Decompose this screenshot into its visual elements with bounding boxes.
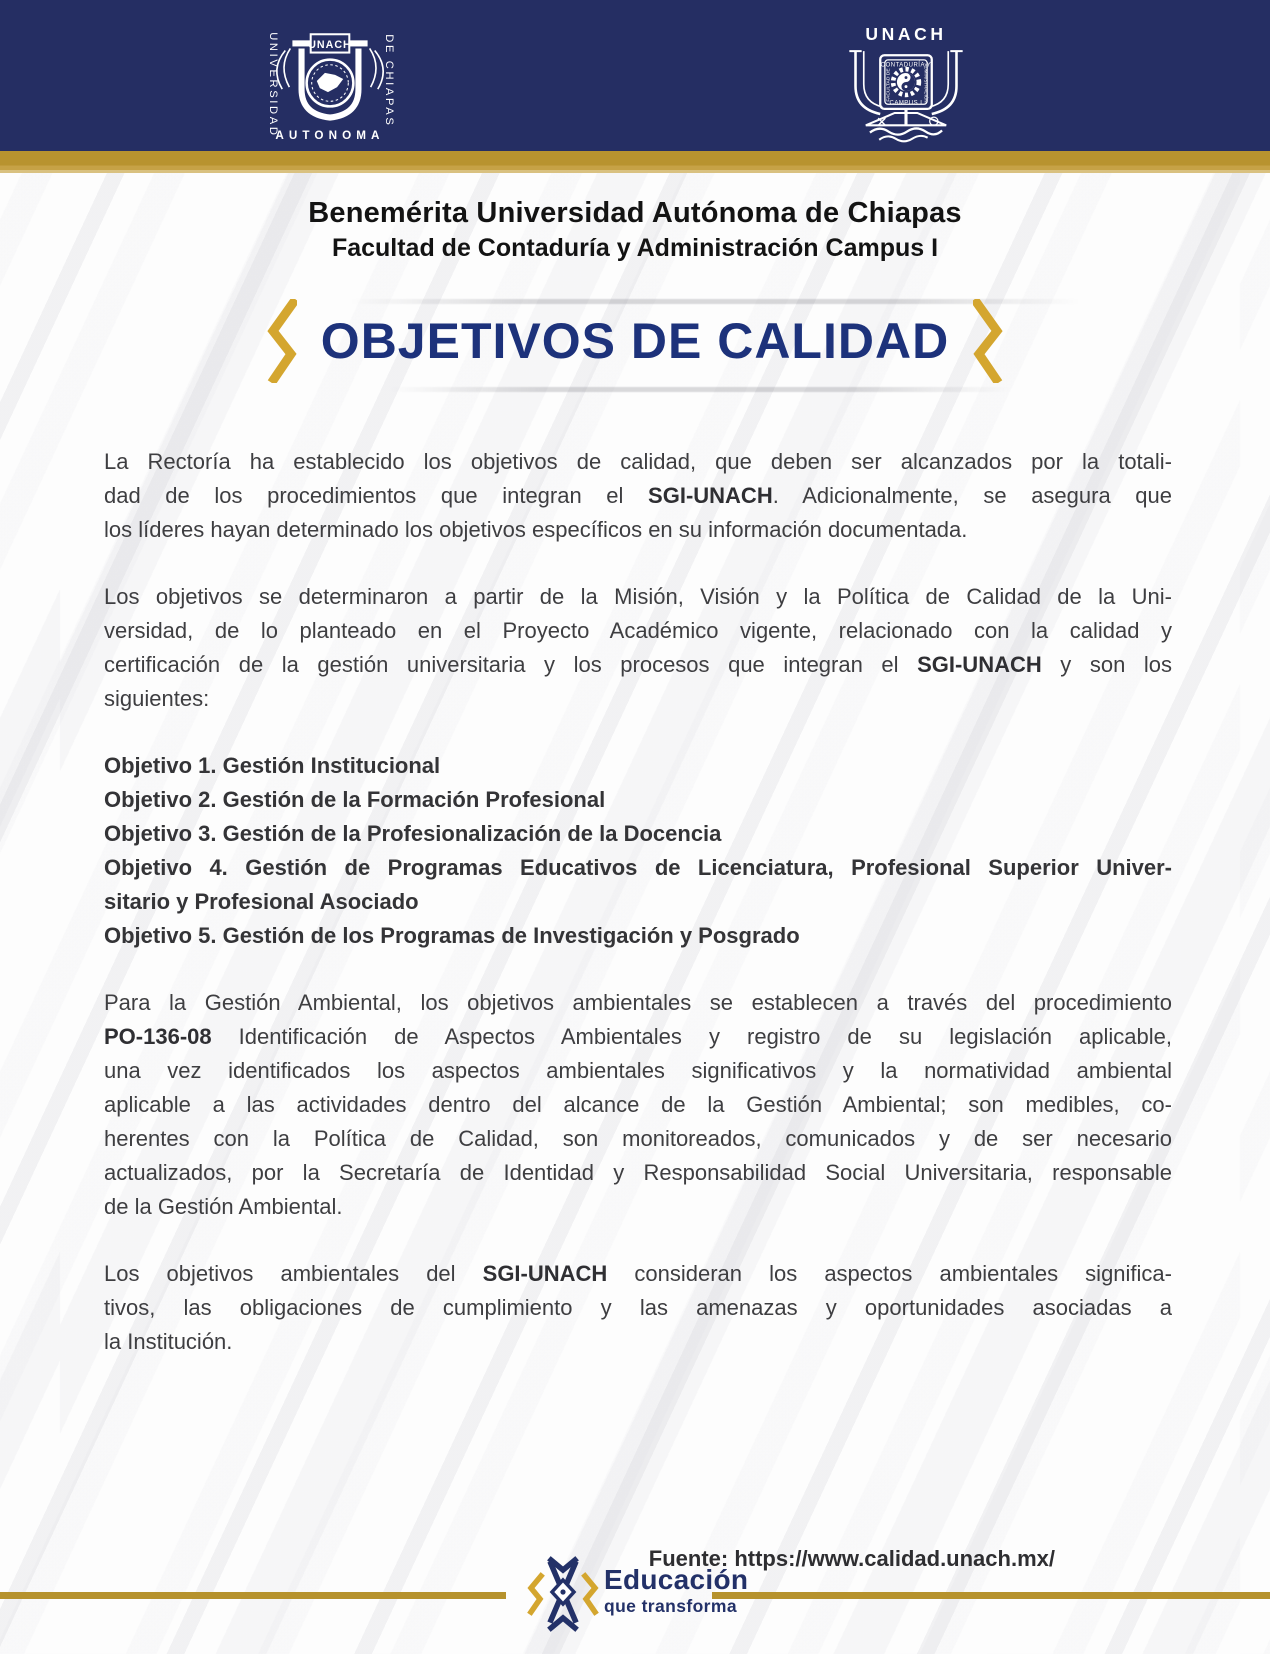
brand-text	[604, 1566, 748, 1616]
fca-shield-logo-icon	[818, 12, 994, 148]
document-body	[0, 197, 1270, 1359]
paragraph-line: Objetivo 5. Gestión de los Programas de Investigación y Posgrado	[104, 923, 800, 948]
faculty-name: Facultad de Contaduría y Administración Campus I	[331, 234, 939, 262]
title-row	[0, 299, 1270, 383]
paragraph-line: siguientes:	[104, 686, 210, 711]
paragraph-line: actualizados, por la Secretaría de Identidad y Responsabilidad Social Universitaria, responsable	[104, 1160, 1172, 1185]
paragraph	[104, 1257, 1172, 1359]
seal-unach-text: UNACH	[308, 38, 352, 51]
paragraph-line: certificación de la gestión universitaria y los procesos que integran el SGI-UNACH y son los	[104, 652, 1172, 677]
paragraph-line: los líderes hayan determinado los objetivos específicos en su información documentada.	[104, 517, 968, 542]
paragraph-line: la Institución.	[104, 1329, 233, 1354]
right-chevron-icon	[973, 299, 1003, 383]
paragraph-line: versidad, de lo planteado en el Proyecto Académico vigente, relacionado con la calidad y	[104, 618, 1172, 643]
shield-unach-text: UNACH	[865, 23, 947, 44]
objective-item	[104, 749, 1172, 783]
page-title: OBJETIVOS DE CALIDAD	[320, 313, 950, 369]
shield-campus-text: CAMPUS I	[889, 100, 923, 107]
left-chevron-icon	[267, 299, 297, 383]
paragraph-line: PO-136-08 Identificación de Aspectos Ambientales y registro de su legislación aplicable,	[104, 1024, 1172, 1049]
paragraph-line: dad de los procedimientos que integran el SGI-UNACH. Adicionalmente, se asegura que	[104, 483, 1173, 508]
objective-item	[104, 783, 1172, 817]
paragraph-line: Objetivo 1. Gestión Institucional	[104, 753, 441, 778]
paragraphs	[0, 383, 1270, 1359]
paragraph-line: sitario y Profesional Asociado	[104, 889, 419, 914]
paragraph-line: una vez identificados los aspectos ambientales significativos y la normatividad ambiental	[104, 1058, 1172, 1083]
seal-universidad-text: UNIVERSIDAD	[267, 32, 280, 138]
university-name: Benemérita Universidad Autónoma de Chiapas	[308, 197, 962, 229]
paragraph-line: Objetivo 4. Gestión de Programas Educativos de Licenciatura, Profesional Superior Univer-	[104, 855, 1172, 880]
seal-dechiapas-text: DE CHIAPAS	[382, 34, 395, 128]
paragraph	[104, 580, 1172, 716]
paragraph-line: Los objetivos ambientales del SGI-UNACH consideran los aspectos ambientales significa-	[104, 1261, 1172, 1286]
paragraph-line: Para la Gestión Ambiental, los objetivos ambientales se establecen a través del procedimiento	[104, 990, 1172, 1015]
paragraph-line: tivos, las obligaciones de cumplimiento y las amenazas y oportunidades asociadas a	[104, 1295, 1172, 1320]
objective-item	[104, 817, 1172, 851]
paragraph-line: La Rectoría ha establecido los objetivos de calidad, que deben ser alcanzados por la totali-	[104, 449, 1172, 474]
objective-item	[104, 851, 1172, 919]
paragraph-line: aplicable a las actividades dentro del alcance de la Gestión Ambiental; son medibles, co-	[104, 1092, 1172, 1117]
paragraph	[104, 445, 1172, 547]
paragraph-line: Objetivo 3. Gestión de la Profesionalización de la Docencia	[104, 821, 722, 846]
paragraph	[104, 986, 1172, 1224]
seal-autonoma-text: AUTONOMA	[275, 128, 385, 142]
footer-rule-left	[0, 1592, 506, 1599]
educacion-brand-icon	[527, 1554, 599, 1634]
paragraph-line: herentes con la Política de Calidad, son monitoreados, comunicados y de ser necesario	[104, 1126, 1172, 1151]
brand-line2: que transforma	[604, 1596, 737, 1616]
source-url: Fuente: https://www.calidad.unach.mx/	[648, 1546, 1055, 1571]
footer	[0, 1500, 1270, 1654]
paragraph-line: Objetivo 2. Gestión de la Formación Profesional	[104, 787, 606, 812]
shield-facultad-text: FACULTAD DE	[886, 68, 892, 102]
decor-ribbon-bottom	[390, 387, 1010, 392]
paragraph-line: Los objetivos se determinaron a partir de la Misión, Visión y la Política de Calidad de la Uni-	[104, 584, 1172, 609]
unach-university-seal-icon	[242, 18, 418, 144]
objective-item	[104, 919, 1172, 953]
shield-administracion-text: ADMINISTRACIÓN	[923, 63, 929, 103]
footer-rule-right	[712, 1592, 1270, 1599]
paragraph-line: de la Gestión Ambiental.	[104, 1194, 343, 1219]
brand-line1: Educación	[604, 1564, 749, 1595]
header-band	[0, 0, 1270, 151]
gold-stripe	[0, 151, 1270, 173]
shield-contaduria-text: CONTADURÍA Y	[880, 62, 932, 69]
